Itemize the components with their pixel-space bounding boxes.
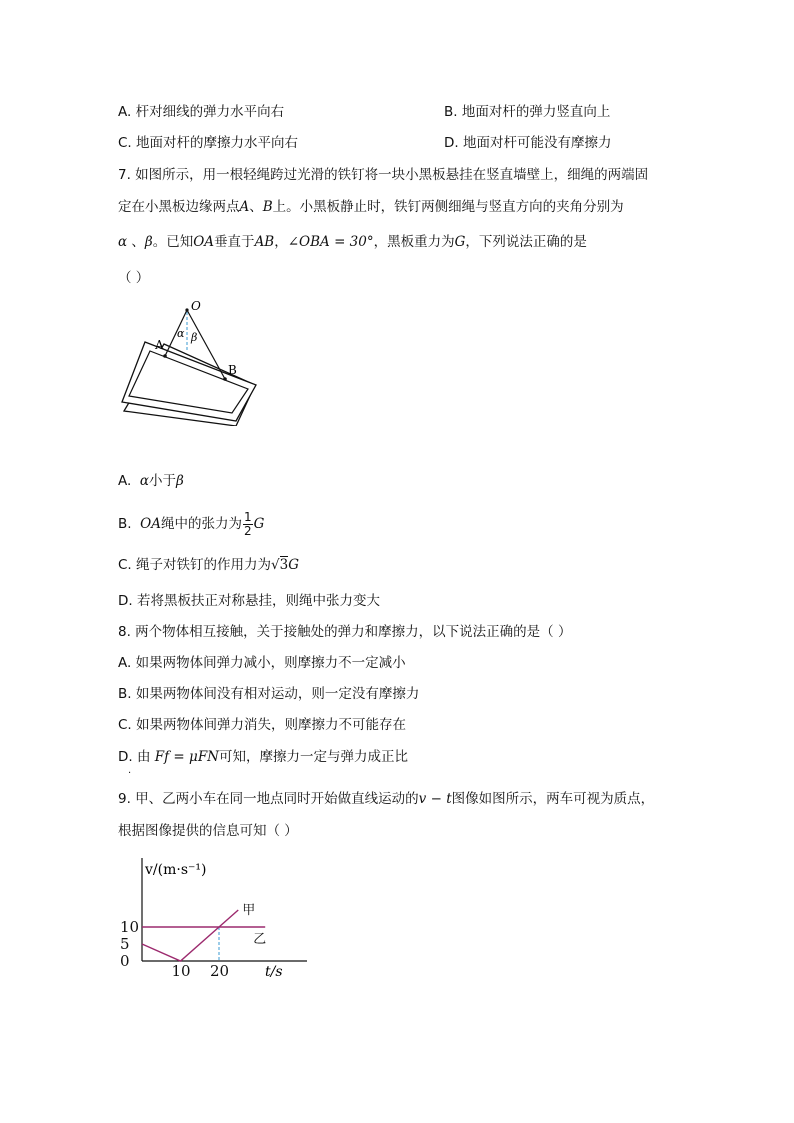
label-a: A: [155, 338, 164, 352]
label-o: O: [191, 299, 201, 313]
q7-option-d: D. 若将黑板扶正对称悬挂，则绳中张力变大: [118, 593, 380, 609]
label-beta: β: [191, 331, 198, 344]
board-outer-frame: [122, 342, 256, 421]
q6-option-d: D. 地面对杆可能没有摩擦力: [444, 135, 612, 151]
q6-option-a: A. 杆对细线的弹力水平向右: [118, 104, 285, 120]
label-alpha: α: [177, 327, 185, 340]
q7-option-a: A. α小于β: [118, 473, 184, 489]
q7-option-c: C. 绳子对铁钉的作用力为√3G: [118, 557, 300, 573]
series-line-0: [142, 910, 238, 961]
sqrt-three: √3: [271, 557, 289, 573]
nail-o: [185, 308, 188, 311]
q6-option-c: C. 地面对杆的摩擦力水平向右: [118, 135, 299, 151]
point-b: [223, 377, 227, 381]
q9-stem-line1: 9. 甲、乙两小车在同一地点同时开始做直线运动的v − t图像如图所示，两车可视为质点，: [118, 791, 655, 807]
y-tick-label-1: 5: [120, 935, 130, 953]
fraction-one-half: $\frac{1}{2}$: [243, 509, 252, 538]
q9-stem-line2: 根据图像提供的信息可知（ ）: [118, 823, 298, 839]
q8-stem: 8. 两个物体相互接触，关于接触处的弹力和摩擦力，以下说法正确的是（ ）: [118, 624, 572, 640]
q8-option-a: A. 如果两物体间弹力减小，则摩擦力不一定减小: [118, 655, 406, 671]
y-tick-label-0: 0: [120, 952, 130, 970]
q8-option-b: B. 如果两物体间没有相对运动，则一定没有摩擦力: [118, 686, 420, 702]
q7-answer-paren: （ ）: [118, 270, 150, 286]
q8-option-d: D. 由 Ff = μFN可知，摩擦力一定与弹力成正比: [118, 749, 408, 765]
q8-option-c: C. 如果两物体间弹力消失，则摩擦力不可能存在: [118, 717, 407, 733]
y-tick-label-2: 10: [120, 918, 140, 936]
series-label-0: 甲: [242, 903, 256, 918]
q7-stem-line3: α 、β。已知OA垂直于AB，∠OBA = 30°，黑板重力为G，下列说法正确的是: [118, 234, 587, 250]
q6-option-b: B. 地面对杆的弹力竖直向上: [444, 104, 611, 120]
q7-stem-line2: 定在小黑板边缘两点A、B上。小黑板静止时，铁钉两侧细绳与竖直方向的夹角分别为: [118, 199, 624, 215]
x-axis-label: t/s: [265, 964, 283, 980]
blackboard-figure: [115, 296, 265, 426]
q7-stem-line1: 7. 如图所示，用一根轻绳跨过光滑的铁钉将一块小黑板悬挂在竖直墙壁上，细绳的两端固: [118, 167, 649, 183]
stray-dot: .: [128, 765, 132, 776]
x-tick-label-0: 10: [171, 962, 191, 980]
series-label-1: 乙: [253, 932, 267, 947]
label-b: B: [228, 363, 237, 377]
vt-chart: [115, 850, 315, 985]
y-axis-label: v/(m·s⁻¹): [145, 862, 207, 878]
q7-option-b: B. OA绳中的张力为 $\frac{1}{2}$ G: [118, 509, 265, 538]
x-tick-label-1: 20: [210, 962, 230, 980]
point-a: [163, 354, 167, 358]
